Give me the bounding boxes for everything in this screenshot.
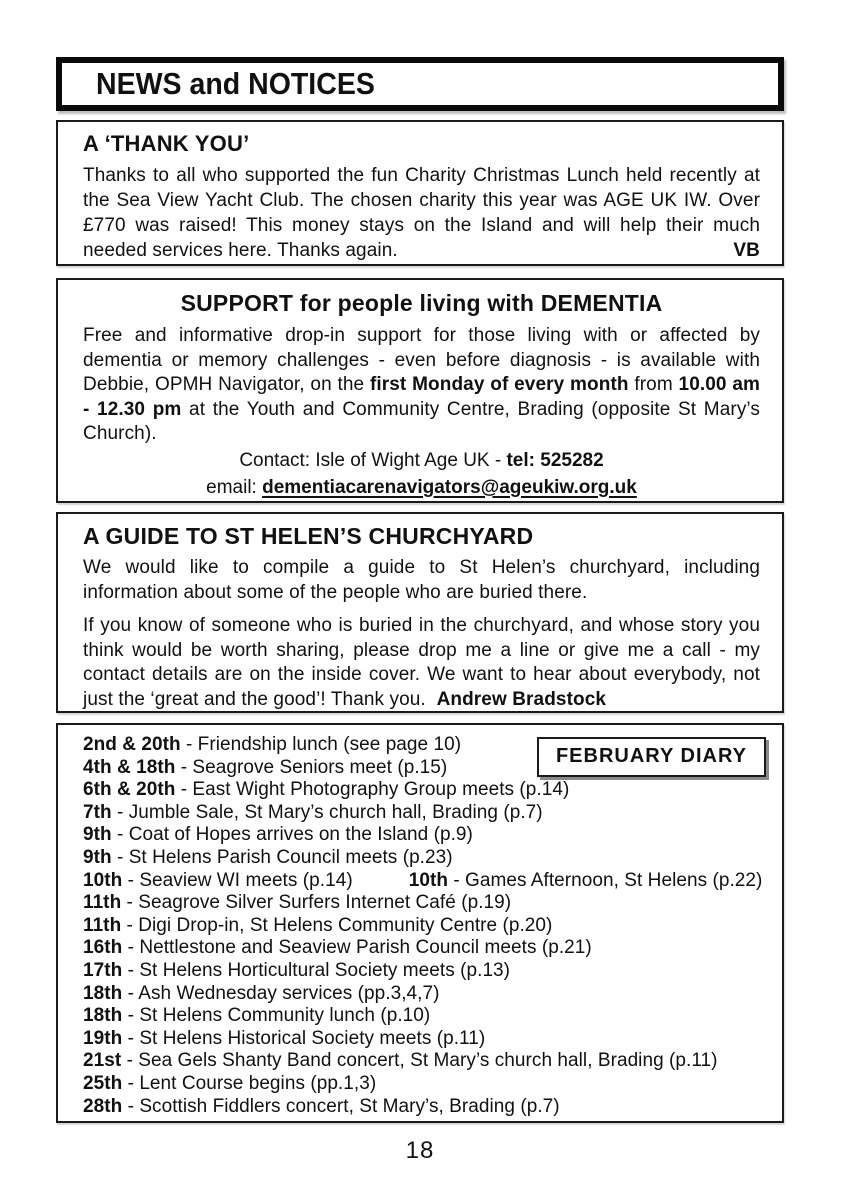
diary-text: - Nettlestone and Seaview Parish Council meets (p.21) (122, 937, 592, 959)
thank-you-title: A ‘THANK YOU’ (83, 131, 250, 156)
dementia-text-1: Free and informative drop-in support for those living with or affected by dementia or memory challenges - even before diagnosis - is available with Debbie, OPMH Navigator, on the (83, 325, 760, 395)
diary-entry (83, 1005, 768, 1028)
diary-entry (83, 892, 768, 915)
diary-entry (83, 824, 768, 847)
diary-text: - Scottish Fiddlers concert, St Mary’s, Brading (p.7) (122, 1095, 560, 1117)
diary-day: 7th (83, 801, 112, 823)
diary-entry (83, 983, 768, 1006)
diary-text: - St Helens Community lunch (p.10) (122, 1005, 431, 1027)
diary-day: 18th (83, 1005, 123, 1027)
page-number: 18 (405, 1137, 435, 1164)
dementia-bold-monday: first Monday of every month (369, 374, 629, 395)
diary-entry (83, 915, 768, 938)
diary-day: 10th (408, 869, 448, 891)
diary-day: 21st (83, 1050, 122, 1072)
diary-entry (83, 937, 768, 960)
february-diary-label-box (537, 737, 766, 777)
dementia-text-3: at the Youth and Community Centre, Brading (opposite St Mary’s Church). (83, 398, 761, 444)
diary-day: 11th (83, 892, 122, 914)
dementia-title: SUPPORT for people living with DEMENTIA (180, 290, 663, 316)
diary-day: 18th (83, 982, 123, 1004)
diary-text: - St Helens Horticultural Society meets (p.13) (122, 959, 511, 981)
diary-entry (83, 1096, 768, 1119)
diary-text: - Seagrove Silver Surfers Internet Café (p.19) (121, 892, 512, 914)
news-and-notices-banner (56, 57, 784, 111)
diary-day: 10th (83, 869, 123, 891)
diary-day: 28th (83, 1095, 123, 1117)
diary-text: - Games Afternoon, St Helens (p.22) (448, 869, 763, 891)
dementia-bold-time: 10.00 am - 12.30 pm (83, 374, 760, 420)
diary-text: - Coat of Hopes arrives on the Island (p.9) (111, 824, 473, 846)
diary-text: - East Wight Photography Group meets (p.14) (175, 779, 570, 801)
diary-day: 2nd & 20th (83, 734, 181, 755)
section-dementia-support (56, 278, 784, 503)
diary-text: - Seaview WI meets (p.14) (122, 869, 353, 891)
diary-day: 6th & 20th (83, 779, 176, 801)
page-title: NEWS and NOTICES (96, 66, 375, 101)
section-churchyard-guide (56, 512, 784, 713)
diary-day: 9th (83, 824, 112, 846)
diary-entry (83, 1050, 768, 1073)
diary-entry (83, 802, 768, 825)
diary-text: - Friendship lunch (see page 10) (180, 734, 462, 755)
diary-entry (83, 960, 768, 983)
diary-entry (83, 1073, 768, 1096)
dementia-contact-line (83, 448, 760, 474)
diary-text: - Digi Drop-in, St Helens Community Centre (p.20) (121, 914, 553, 936)
churchyard-text: If you know of someone who is buried in the churchyard, and whose story you think would be worth sharing, please drop me a line or give me a call - my contact details are on the inside cover. We want to hear about everybody, not just the ‘great and the good’! Thank you. (83, 615, 760, 710)
diary-entry (83, 847, 768, 870)
thank-you-signature: VB (733, 240, 760, 261)
thank-you-text: Thanks to all who supported the fun Charity Christmas Lunch held recently at the Sea View Yacht Club. The chosen charity this year was AGE UK IW. Over £770 was raised! This money stays on the Island and will help their much needed services here. Thanks again. (83, 165, 760, 261)
diary-entry (83, 779, 768, 802)
churchyard-para1: We would like to compile a guide to St Helen’s churchyard, including information about some of the people who are buried there. (83, 557, 760, 603)
diary-text: - Jumble Sale, St Mary’s church hall, Brading (p.7) (111, 801, 543, 823)
diary-day: 16th (83, 937, 123, 959)
february-diary-label: FEBRUARY DIARY (555, 745, 747, 767)
diary-text: - St Helens Historical Society meets (p.11) (122, 1027, 486, 1049)
churchyard-para2 (83, 614, 760, 712)
diary-day: 25th (83, 1072, 123, 1094)
section-thank-you (56, 120, 784, 266)
diary-text: - St Helens Parish Council meets (p.23) (111, 846, 453, 868)
diary-day: 4th & 18th (83, 756, 176, 778)
diary-text: - Seagrove Seniors meet (p.15) (175, 756, 448, 778)
diary-text: - Sea Gels Shanty Band concert, St Mary’s church hall, Brading (p.11) (121, 1050, 718, 1072)
churchyard-title: A GUIDE TO ST HELEN’S CHURCHYARD (83, 523, 534, 549)
section-february-diary (56, 723, 784, 1123)
diary-entry-double (83, 870, 768, 893)
diary-day: 19th (83, 1027, 123, 1049)
dementia-body (83, 324, 760, 447)
diary-entry (83, 1028, 768, 1051)
email-address-link: dementiacarenavigators@ageukiw.org.uk (262, 476, 637, 498)
diary-day: 17th (83, 959, 123, 981)
churchyard-signature: Andrew Bradstock (436, 688, 607, 710)
diary-text: - Ash Wednesday services (pp.3,4,7) (122, 982, 440, 1004)
email-prefix: email: (206, 476, 263, 498)
contact-telephone: tel: 525282 (506, 449, 604, 471)
diary-day: 11th (83, 914, 122, 936)
diary-text: - Lent Course begins (pp.1,3) (122, 1072, 377, 1094)
diary-day: 9th (83, 846, 112, 868)
dementia-text-2: from (628, 374, 679, 395)
thank-you-body (83, 163, 760, 263)
contact-prefix: Contact: Isle of Wight Age UK - (239, 449, 507, 471)
dementia-email-line (83, 475, 760, 501)
